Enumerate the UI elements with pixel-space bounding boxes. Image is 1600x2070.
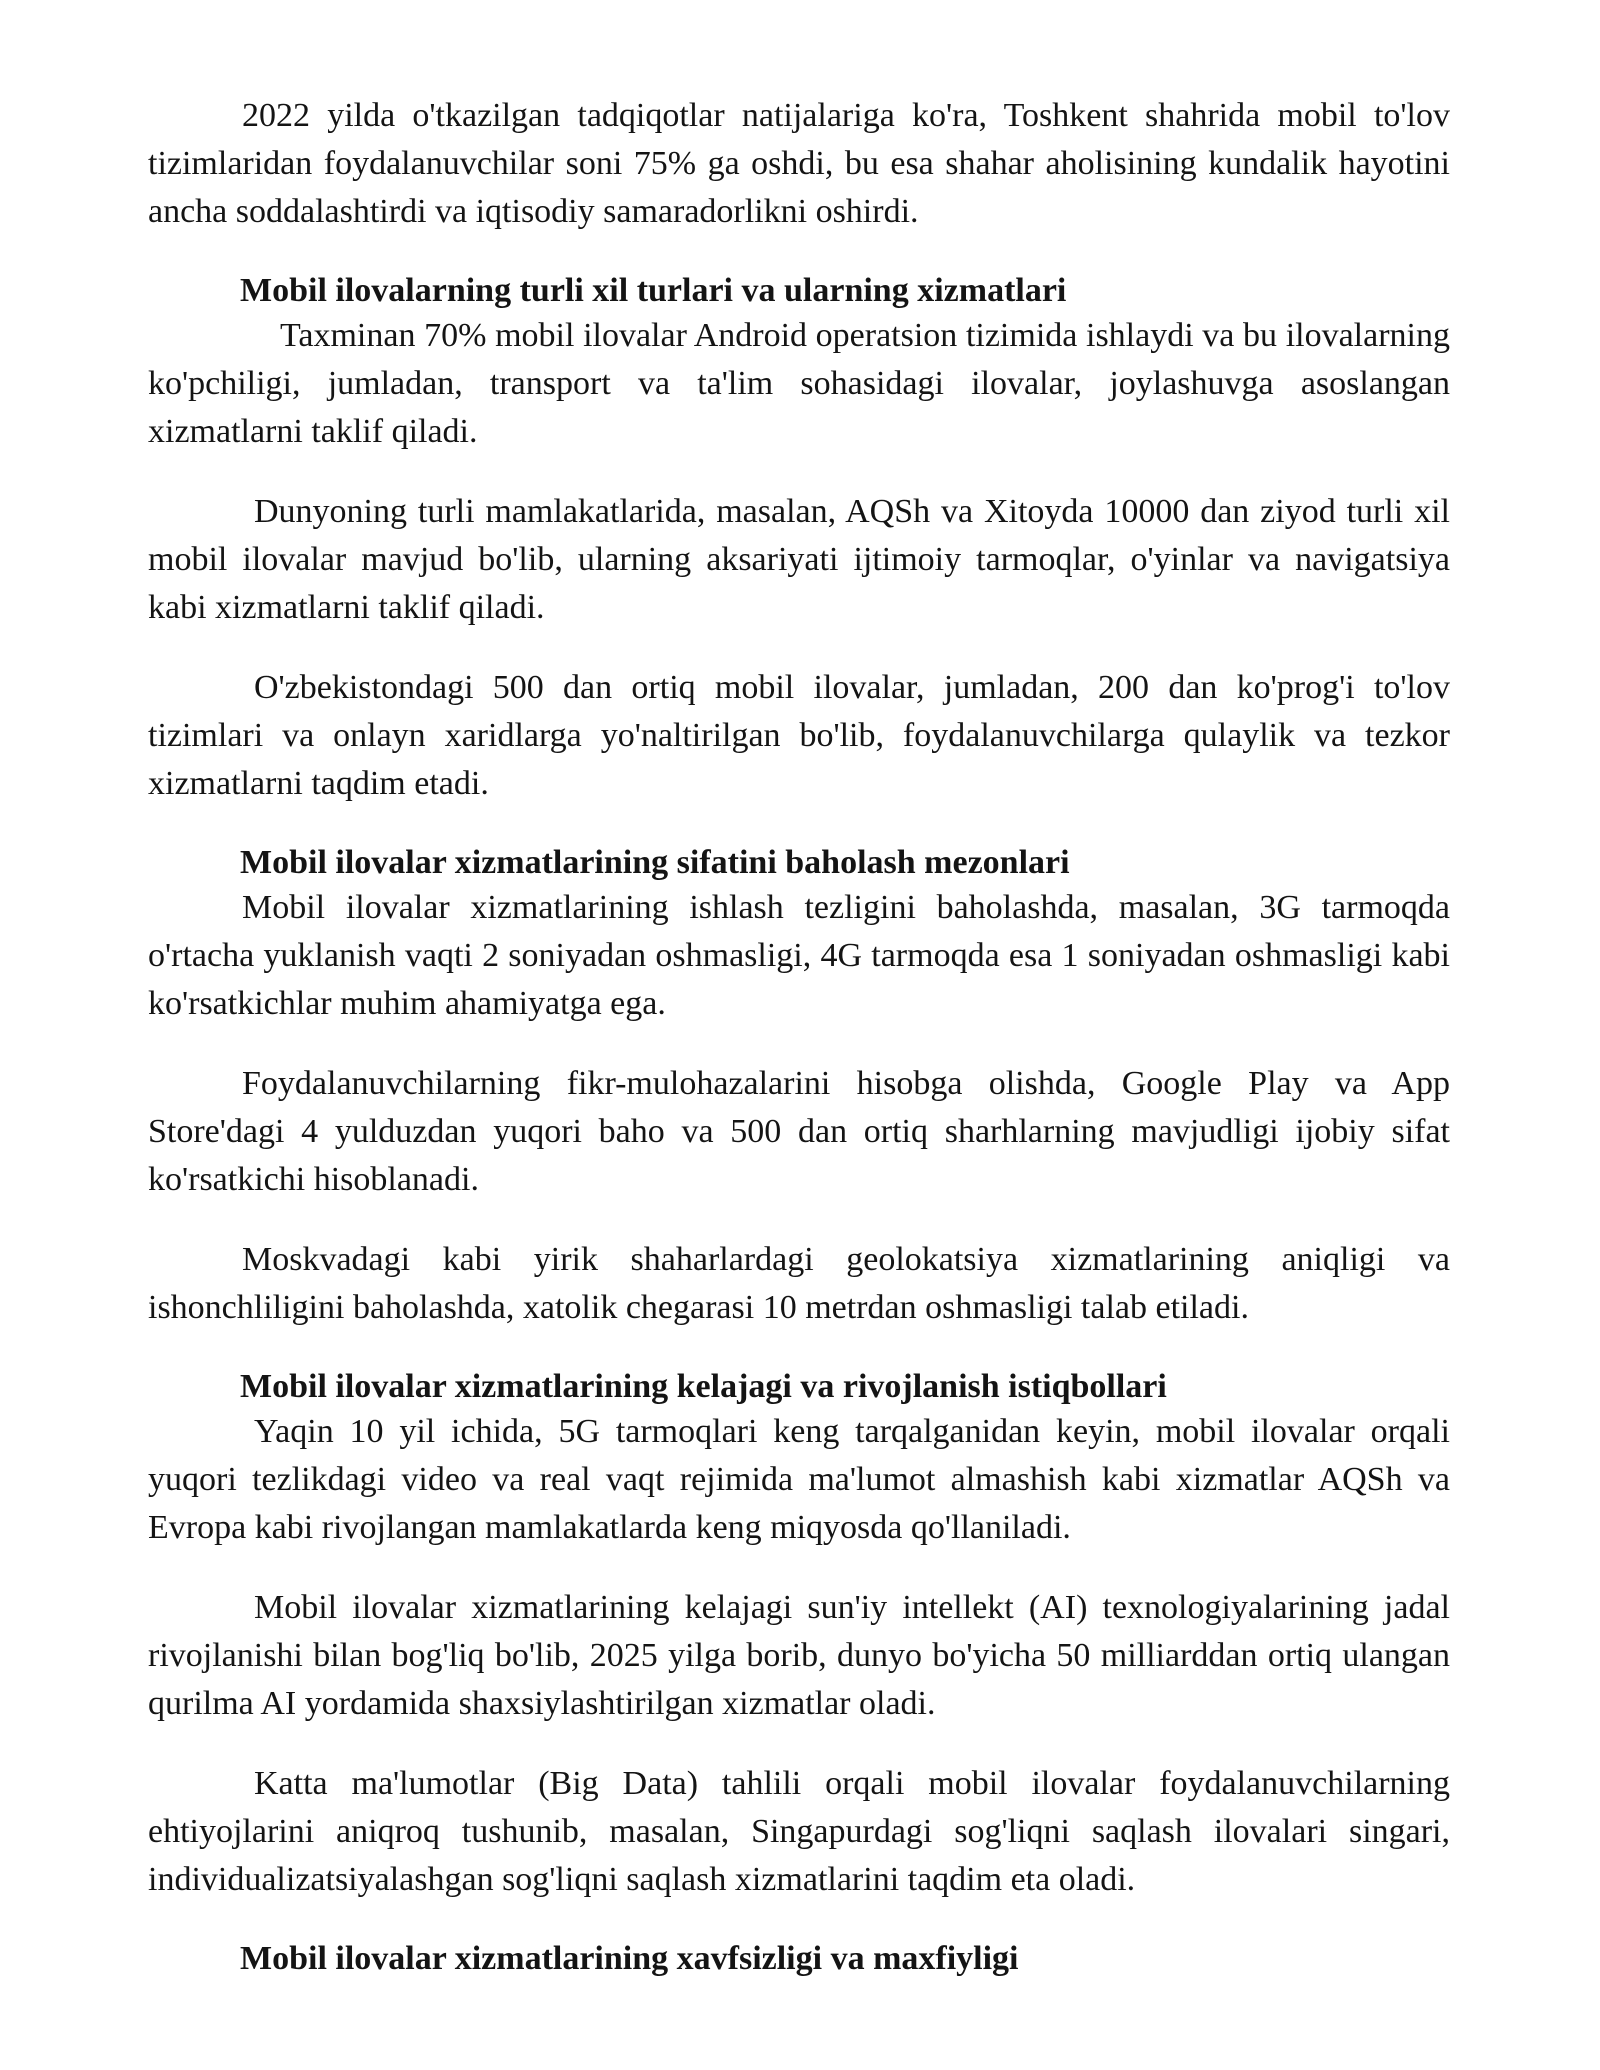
paragraph-user-feedback: Foydalanuvchilarning fikr-mulohazalarini hisobga olishda, Google Play va App Store'dagi 4 yulduzdan yuqori baho va 500 dan ortiq sharhlarning mavjudligi ijobiy sifat ko'rsatkichi hisoblanadi. — [148, 1065, 1450, 1198]
paragraph-loading-speed: Mobil ilovalar xizmatlarining ishlash tezligini baholashda, masalan, 3G tarmoqda o'rtacha yuklanish vaqti 2 soniyadan oshmasligi, 4G tarmoqda esa 1 soniyadan oshmasligi kabi ko'rsatkichlar muhim ahamiyatga ega. — [148, 889, 1450, 1022]
paragraph-mobile-payments-tashkent: 2022 yilda o'tkazilgan tadqiqotlar natijalariga ko'ra, Toshkent shahrida mobil to'lov tizimlaridan foydalanuvchilar soni 75% ga oshdi, bu esa shahar aholisining kundalik hayotini ancha soddalashtirdi va iqtisodiy samaradorlikni oshirdi. — [148, 97, 1450, 230]
section-heading-security-privacy: Mobil ilovalar xizmatlarining xavfsizligi va maxfiyligi — [240, 1940, 1019, 1977]
paragraph-usa-china-apps: Dunyoning turli mamlakatlarida, masalan, AQSh va Xitoyda 10000 dan ziyod turli xil mobil ilovalar mavjud bo'lib, ularning aksariyati ijtimoiy tarmoqlar, o'yinlar va navigatsiya kabi xizmatlarni taklif qiladi. — [148, 493, 1450, 626]
paragraph-uzbekistan-apps: O'zbekistondagi 500 dan ortiq mobil ilovalar, jumladan, 200 dan ko'prog'i to'lov tizimlari va onlayn xaridlarga yo'naltirilgan bo'lib, foydalanuvchilarga qulaylik va tezkor xizmatlarni taqdim etadi. — [148, 669, 1450, 802]
section-heading-app-types: Mobil ilovalarning turli xil turlari va ularning xizmatlari — [240, 272, 1067, 309]
paragraph-big-data: Katta ma'lumotlar (Big Data) tahlili orqali mobil ilovalar foydalanuvchilarning ehtiyojlarini aniqroq tushunib, masalan, Singapurdagi sog'liqni saqlash ilovalari singari, individualizatsiyalashgan sog'liqni saqlash xizmatlarini taqdim eta oladi. — [148, 1765, 1450, 1898]
paragraph-ai-future: Mobil ilovalar xizmatlarining kelajagi sun'iy intellekt (AI) texnologiyalarining jadal rivojlanishi bilan bog'liq bo'lib, 2025 yilga borib, dunyo bo'yicha 50 milliarddan ortiq ulangan qurilma AI yordamida shaxsiylashtirilgan xizmatlar oladi. — [148, 1589, 1450, 1722]
section-heading-future-prospects: Mobil ilovalar xizmatlarining kelajagi va rivojlanish istiqbollari — [240, 1368, 1167, 1405]
paragraph-android-share: Taxminan 70% mobil ilovalar Android operatsion tizimida ishlaydi va bu ilovalarning ko'pchiligi, jumladan, transport va ta'lim sohasidagi ilovalar, joylashuvga asoslangan xizmatlarni taklif qiladi. — [148, 317, 1450, 450]
document-body — [148, 92, 1450, 1982]
paragraph-5g-networks: Yaqin 10 yil ichida, 5G tarmoqlari keng tarqalganidan keyin, mobil ilovalar orqali yuqori tezlikdagi video va real vaqt rejimida ma'lumot almashish kabi xizmatlar AQSh va Evropa kabi rivojlangan mamlakatlarda keng miqyosda qo'llaniladi. — [148, 1413, 1450, 1546]
paragraph-geolocation-accuracy: Moskvadagi kabi yirik shaharlardagi geolokatsiya xizmatlarining aniqligi va ishonchliligini baholashda, xatolik chegarasi 10 metrdan oshmasligi talab etiladi. — [148, 1241, 1450, 1326]
section-heading-quality-criteria: Mobil ilovalar xizmatlarining sifatini baholash mezonlari — [240, 844, 1070, 881]
